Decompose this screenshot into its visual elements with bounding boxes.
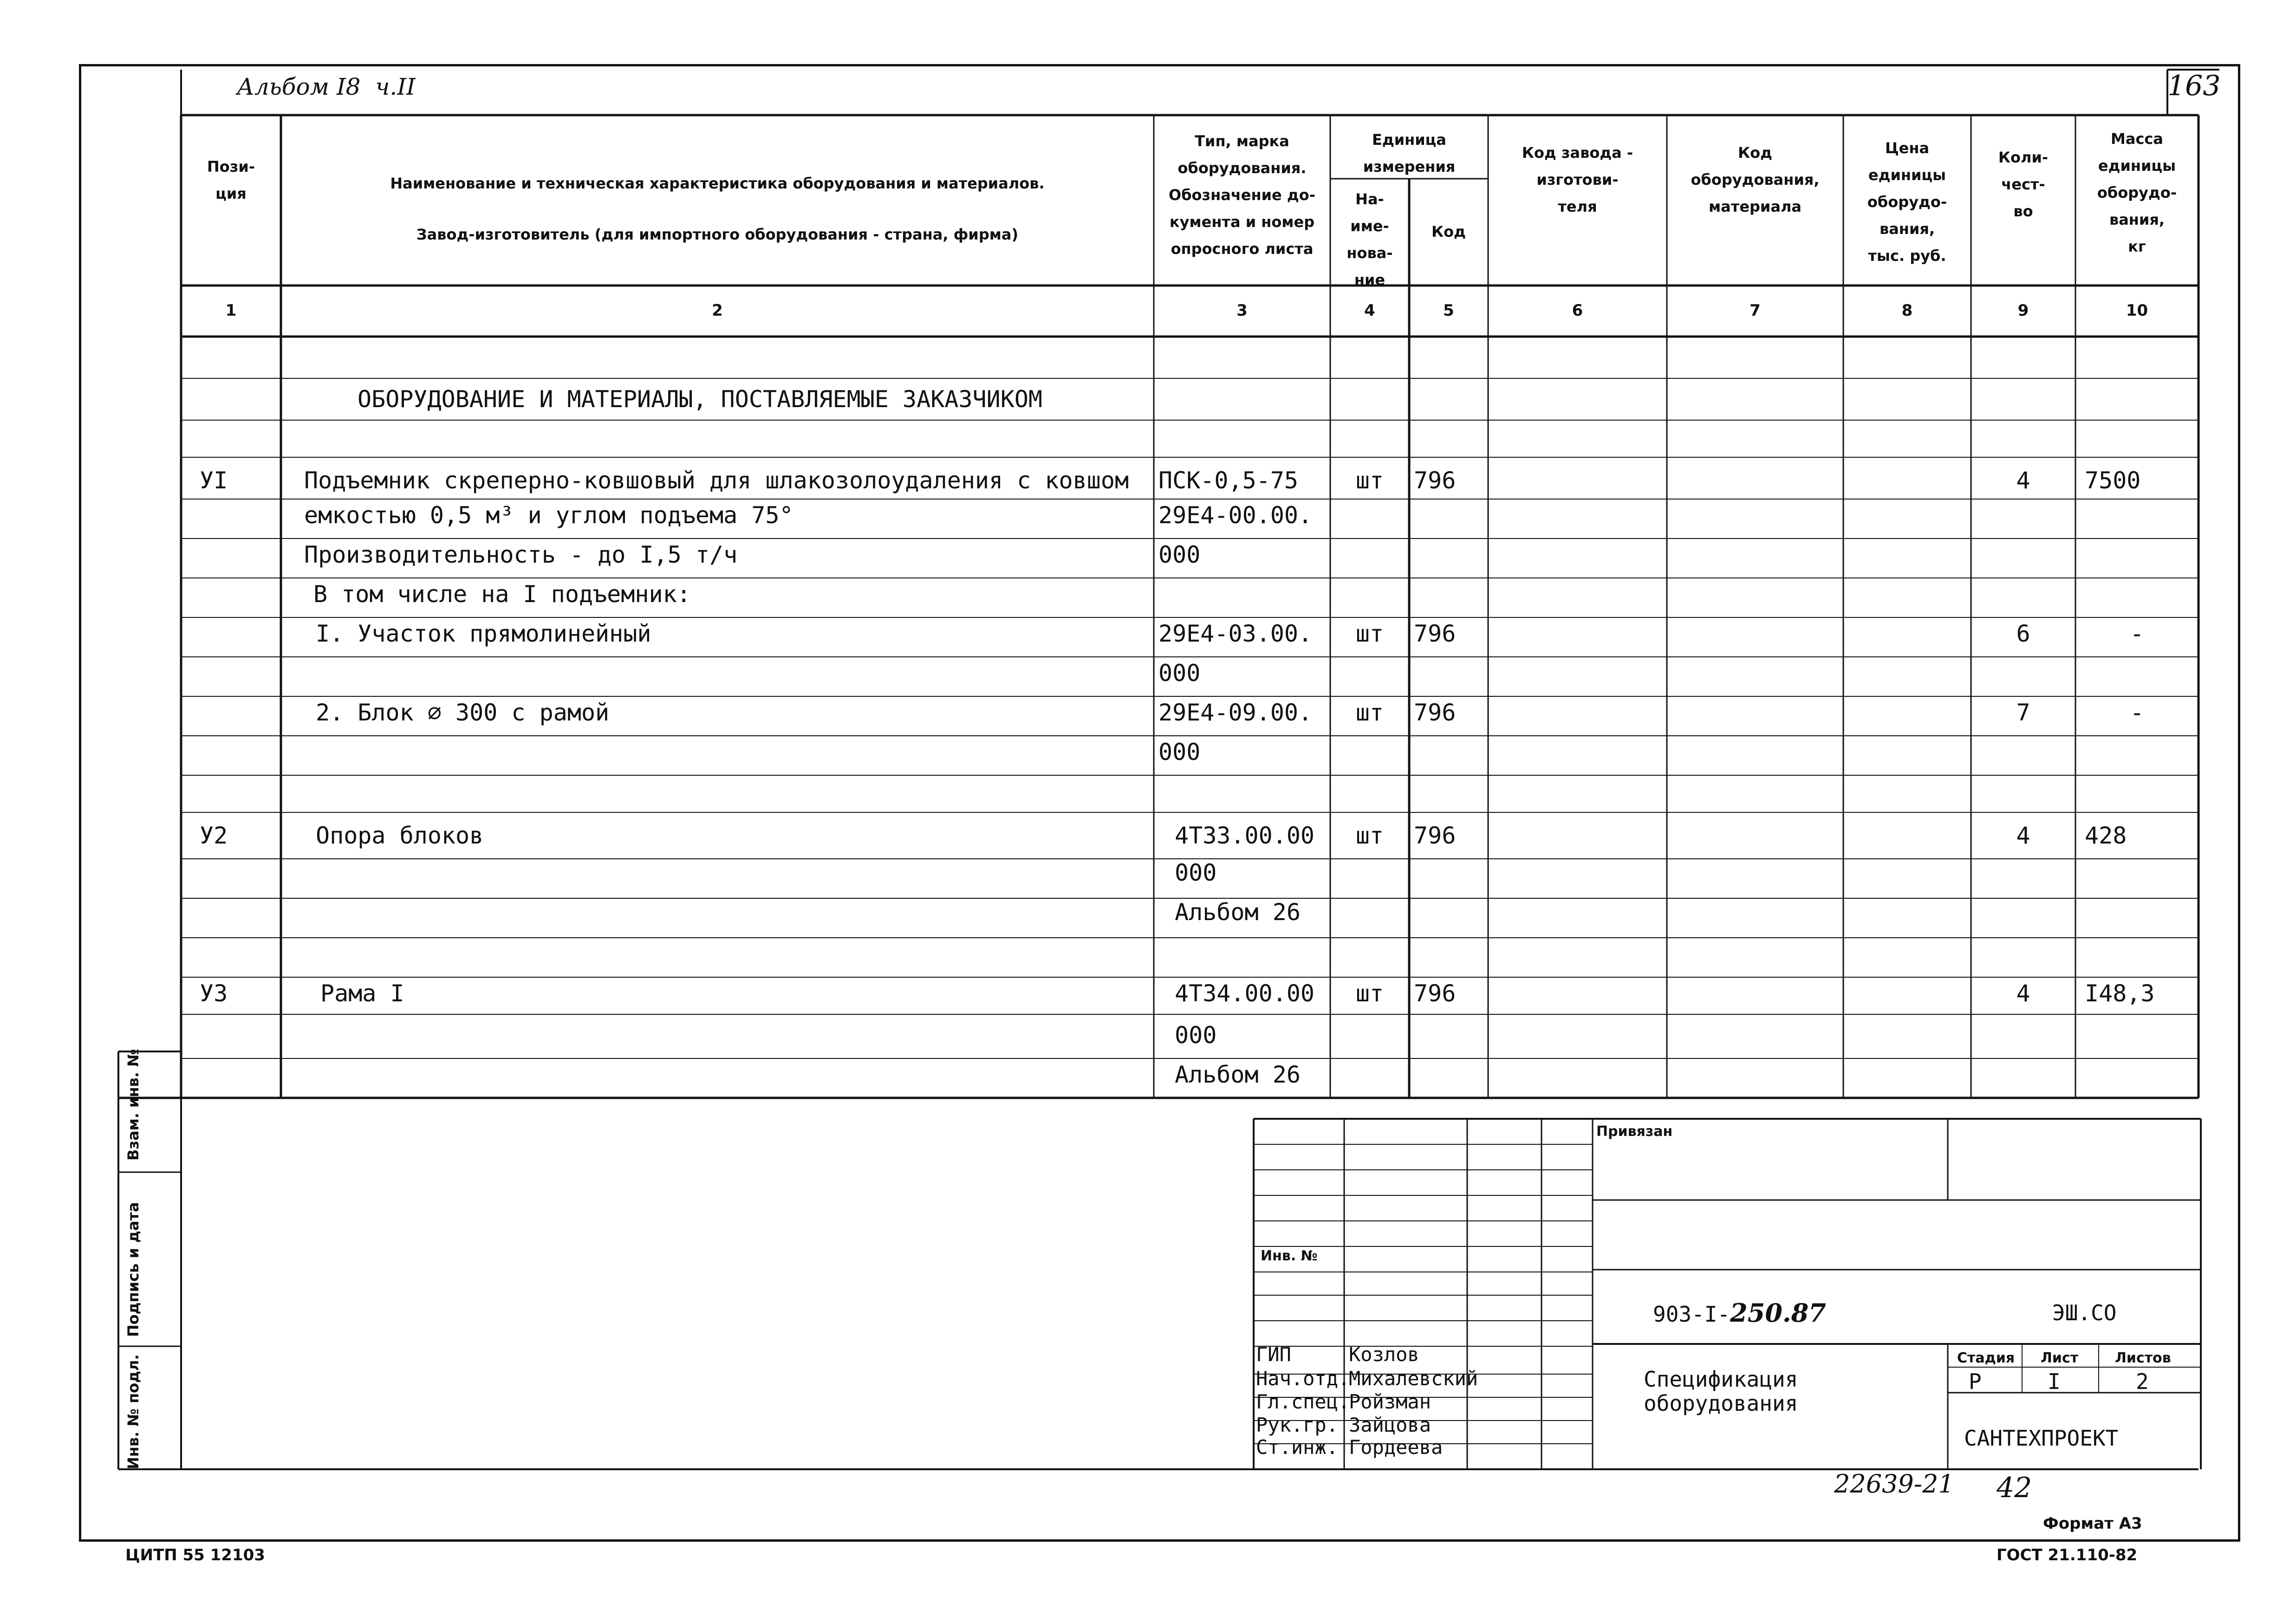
row-mass: 428 [2085,822,2127,849]
row-unit-code: 796 [1414,467,1456,494]
stage-label: Стадия [1957,1350,2015,1366]
org-name: САНТЕХПРОЕКТ [1964,1426,2119,1451]
row-mass: 7500 [2085,467,2141,494]
sheet-label: Лист [2041,1350,2079,1366]
sheet-value: I [2048,1369,2061,1394]
header-text: кг [2128,238,2146,255]
signer-role: Нач.отд. [1256,1367,1350,1390]
header-text: опросного листа [1171,240,1314,258]
header-text: Пози- [207,158,255,175]
header-text: чест- [2001,175,2045,193]
header-text: Цена [1885,139,1930,157]
header-text: вания, [2109,211,2165,228]
doc-title: Спецификация оборудования [1644,1367,1798,1416]
header-text: Наименование и техническая характеристика оборудования и материалов. [390,175,1045,192]
album-label: Альбом I8 ч.II [237,73,416,100]
row-qty: 4 [2016,467,2030,494]
side-label-signature-date: Подпись и дата [124,1202,142,1337]
column-number: 8 [1901,301,1913,320]
header-text: ция [215,185,247,202]
row-name: 2. Блок ∅ 300 с рамой [316,699,610,726]
header-text: изготови- [1536,171,1619,188]
header-text: теля [1558,198,1597,215]
row-unit: шт [1355,980,1384,1007]
column-number: 2 [712,301,723,320]
row-type: 4Т34.00.00 [1175,980,1315,1007]
header-text: име- [1350,217,1389,235]
column-number: 6 [1572,301,1583,320]
signer-name: Ройзман [1349,1390,1431,1413]
gost-label: ГОСТ 21.110-82 [1997,1546,2138,1564]
doc-number: 903-I-250.87 [1653,1298,1826,1328]
row-unit-code: 796 [1414,620,1456,647]
row-type: ПСК-0,5-75 [1158,467,1299,494]
inv-no-label: Инв. № [1261,1248,1318,1264]
row-unit: шт [1355,467,1384,494]
sheets-label: Листов [2115,1350,2171,1366]
header-text: оборудования. [1177,159,1307,177]
row-mass: - [2130,699,2144,726]
header-name [281,158,1154,260]
header-text: На- [1355,190,1384,208]
row-unit-code: 796 [1414,699,1456,726]
ctp-label: ЦИТП 55 12103 [125,1546,265,1564]
row-type: 29Е4-00.00. [1158,502,1313,529]
row-type: 4Т33.00.00 [1175,822,1315,849]
header-unit [1330,126,1488,180]
row-qty: 4 [2016,822,2030,849]
header-text: ние [1354,271,1385,289]
signer-name: Михалевский [1349,1367,1478,1390]
header-text: Единица [1372,131,1446,149]
header-text: кумента и номер [1169,213,1315,231]
row-name: В том числе на I подъемник: [313,581,691,608]
hand-number: 22639-21 [1834,1469,1954,1499]
signer-name: Зайцова [1349,1414,1431,1436]
header-qty [1971,144,2075,225]
header-text: единицы [2098,157,2176,175]
header-position [181,153,281,207]
row-name: Производительность - до I,5 т/ч [304,541,738,568]
row-type: 000 [1175,859,1217,886]
column-number: 9 [2017,301,2029,320]
header-text: Обозначение до- [1169,186,1315,204]
row-position: У3 [200,980,228,1007]
row-type: 000 [1158,739,1201,766]
side-label-inv-original: Инв. № подл. [124,1354,142,1469]
row-unit-code: 796 [1414,822,1456,849]
header-text: Коли- [1998,149,2049,166]
row-name: Подъемник скреперно-ковшовый для шлакозолоудаления с ковшом [304,467,1129,494]
row-qty: 7 [2016,699,2030,726]
side-label-replace-inv: Взам. инв. № [124,1049,142,1161]
row-mass: I48,3 [2085,980,2155,1007]
row-name: Рама I [320,980,404,1007]
column-number: 5 [1443,301,1454,320]
header-text: измерения [1363,158,1456,175]
header-text: Код [1738,144,1772,162]
row-unit: шт [1355,822,1384,849]
column-number: 10 [2126,301,2148,320]
row-unit: шт [1355,699,1384,726]
sheets-value: 2 [2136,1369,2149,1394]
signer-name: Козлов [1349,1343,1419,1366]
signer-role: ГИП [1256,1343,1291,1366]
signer-role: Рук.гр. [1256,1414,1339,1436]
header-text: тыс. руб. [1868,247,1946,265]
signer-role: Ст.инж. [1256,1436,1339,1459]
header-text: во [2013,202,2033,220]
header-type [1154,128,1330,262]
doc-mark: ЭШ.СО [2052,1300,2117,1325]
row-name: емкостью 0,5 м³ и углом подъема 75° [304,502,794,529]
header-text: Тип, марка [1195,132,1289,150]
header-text: оборудо- [1867,193,1947,211]
row-type: 29Е4-03.00. [1158,620,1313,647]
header-factory [1488,139,1667,220]
header-equip-code [1667,139,1843,220]
row-type: 000 [1158,541,1201,568]
header-text: Код [1431,223,1466,240]
header-unit-code [1409,218,1488,245]
header-text: оборудо- [2097,184,2177,201]
row-type: Альбом 26 [1175,1061,1301,1088]
stage-value: Р [1969,1369,1982,1394]
row-name: Опора блоков [316,822,484,849]
section-title: ОБОРУДОВАНИЕ И МАТЕРИАЛЫ, ПОСТАВЛЯЕМЫЕ ЗАКАЗЧИКОМ [358,386,1043,413]
column-number: 7 [1750,301,1761,320]
hand-page: 42 [1997,1472,2032,1504]
header-text: нова- [1346,244,1393,262]
row-position: УI [200,467,228,494]
row-unit-code: 796 [1414,980,1456,1007]
header-text: оборудования, [1691,171,1820,188]
format-label: Формат А3 [2043,1514,2142,1533]
column-number: 3 [1236,301,1248,320]
signer-name: Гордеева [1349,1436,1443,1459]
header-price [1843,135,1971,269]
row-type: 29Е4-09.00. [1158,699,1313,726]
row-qty: 4 [2016,980,2030,1007]
row-type: Альбом 26 [1175,899,1301,926]
page-number: 163 [2167,70,2221,102]
header-text: материала [1709,198,1802,215]
row-name: I. Участок прямолинейный [316,620,651,647]
header-mass [2075,125,2198,260]
row-unit: шт [1355,620,1384,647]
header-text: вания, [1879,220,1935,238]
header-text: Завод-изготовитель (для импортного оборудования - страна, фирма) [416,226,1019,243]
header-text: единицы [1868,166,1946,184]
header-unit-name [1330,186,1409,293]
header-text: Масса [2111,130,2163,148]
row-qty: 6 [2016,620,2030,647]
column-number: 1 [225,301,237,320]
signer-role: Гл.спец. [1256,1390,1350,1413]
privyazan-label: Привязан [1596,1123,1673,1140]
column-number: 4 [1364,301,1375,320]
row-type: 000 [1158,660,1201,687]
row-position: У2 [200,822,228,849]
header-text: Код завода - [1522,144,1633,162]
row-type: 000 [1175,1022,1217,1049]
row-mass: - [2130,620,2144,647]
